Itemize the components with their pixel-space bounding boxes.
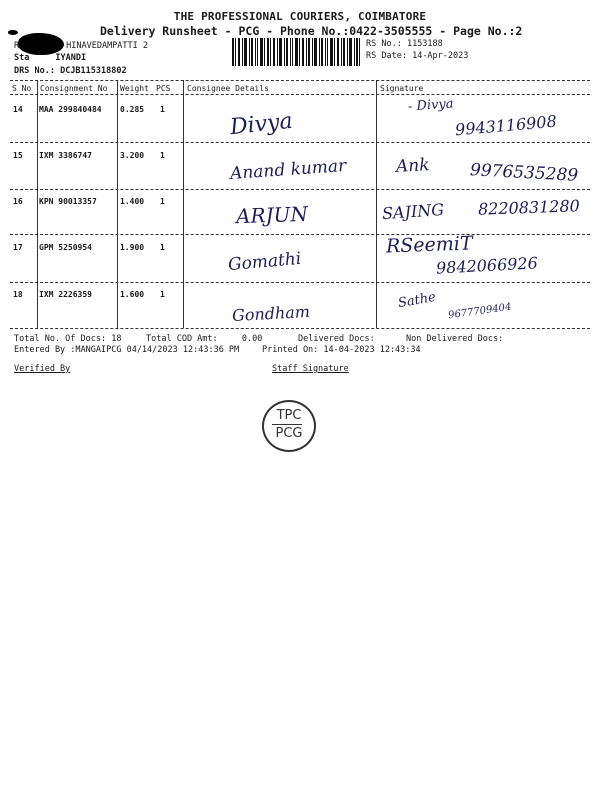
staff-value: IYANDI: [55, 53, 87, 63]
col-header-sno: S No: [12, 84, 32, 93]
rs-date-line: [366, 51, 468, 61]
route-value: HINAVEDAMPATTI 2: [66, 41, 149, 51]
cod-line: [146, 334, 262, 344]
entered-by: Entered By :MANGAIPCG 04/14/2023 12:43:36 PM: [14, 345, 240, 355]
col-header-signature: Signature: [380, 84, 424, 93]
col-header-weight: Weight: [120, 84, 149, 93]
phone-handwriting: 9943116908: [454, 111, 558, 140]
col-header-consignment: Consignment No: [40, 84, 108, 93]
drs-value: DCJB115318802: [60, 66, 127, 76]
row-pcs: 1: [160, 290, 165, 299]
phone-handwriting: 9677709404: [447, 301, 513, 322]
column-divider: [117, 80, 118, 328]
consignee-handwriting: Gondham: [231, 301, 311, 326]
stamp-divider: [272, 424, 302, 425]
row-pcs: 1: [160, 197, 165, 206]
rs-no-line: [366, 39, 443, 49]
verified-by-label: Verified By: [14, 364, 71, 374]
staff-signature-label: Staff Signature: [272, 364, 349, 374]
rs-no-value: 1153188: [406, 39, 443, 49]
staff-label: Sta: [14, 53, 30, 63]
row-consignment: IXM 2226359: [39, 290, 92, 299]
row-sno: 15: [13, 151, 23, 160]
signature-handwriting: - Divya: [407, 96, 455, 115]
staff-line: [14, 53, 86, 63]
stamp-line1: TPC: [276, 408, 302, 423]
consignee-handwriting: Anand kumar: [229, 155, 347, 185]
rs-no-label: RS No.:: [366, 39, 402, 49]
drs-label: DRS No.:: [14, 66, 55, 76]
row-consignment: IXM 3386747: [39, 151, 92, 160]
signature-handwriting: Ank: [395, 155, 431, 177]
drs-line: [14, 66, 127, 76]
printed-on: Printed On: 14-04-2023 12:43:34: [262, 345, 421, 355]
barcode: [232, 38, 360, 66]
total-cod-label: Total COD Amt:: [146, 334, 218, 344]
rs-date-label: RS Date:: [366, 51, 407, 61]
column-divider: [376, 80, 377, 328]
table-top-rule: [10, 80, 590, 81]
phone-handwriting: 8220831280: [477, 196, 581, 219]
col-header-pcs: PCS: [156, 84, 171, 93]
row-weight: 1.400: [120, 197, 145, 206]
total-docs-label: Total No. Of Docs:: [14, 334, 107, 344]
row-pcs: 1: [160, 243, 165, 252]
table-bottom-rule: [10, 328, 590, 329]
row-weight: 1.600: [120, 290, 145, 299]
row-divider: [10, 282, 590, 283]
table-header-rule: [10, 94, 590, 95]
row-sno: 17: [13, 243, 23, 252]
consignee-handwriting: ARJUN: [235, 201, 309, 229]
row-consignment: KPN 90013357: [39, 197, 97, 206]
row-consignment: GPM 5250954: [39, 243, 92, 252]
delivered-docs-label: Delivered Docs:: [298, 334, 375, 344]
runsheet-subtitle: Delivery Runsheet - PCG - Phone No.:0422-3505555 - Page No.:2: [100, 24, 523, 38]
row-divider: [10, 142, 590, 143]
row-sno: 18: [13, 290, 23, 299]
redaction-blot-speck: [8, 30, 18, 35]
non-delivered-docs-label: Non Delivered Docs:: [406, 334, 504, 344]
row-divider: [10, 234, 590, 235]
company-stamp: [262, 400, 316, 452]
signature-handwriting: RSeemiT: [385, 232, 473, 258]
consignee-handwriting: Gomathi: [227, 248, 303, 276]
row-pcs: 1: [160, 151, 165, 160]
row-pcs: 1: [160, 105, 165, 114]
stamp-line2: PCG: [275, 426, 303, 441]
phone-handwriting: 9976535289: [469, 160, 579, 186]
company-title: THE PROFESSIONAL COURIERS, COIMBATORE: [173, 10, 427, 23]
signature-handwriting: Sathe: [396, 289, 437, 312]
phone-handwriting: 9842066926: [435, 253, 539, 278]
column-divider: [183, 80, 184, 328]
route-line: [14, 41, 148, 51]
total-cod-value: 0.00: [241, 334, 263, 344]
row-weight: 0.285: [120, 105, 145, 114]
total-docs-value: 18: [111, 334, 122, 344]
route-label: R: [14, 41, 20, 51]
column-divider: [37, 80, 38, 328]
signature-handwriting: SAJING: [381, 199, 445, 224]
row-consignment: MAA 299840484: [39, 105, 102, 114]
row-sno: 16: [13, 197, 23, 206]
totals-line: [14, 334, 122, 344]
row-weight: 3.200: [120, 151, 145, 160]
consignee-handwriting: Divya: [228, 108, 294, 141]
col-header-consignee: Consignee Details: [187, 84, 269, 93]
row-weight: 1.900: [120, 243, 145, 252]
rs-date-value: 14-Apr-2023: [412, 51, 469, 61]
row-divider: [10, 189, 590, 190]
row-sno: 14: [13, 105, 23, 114]
